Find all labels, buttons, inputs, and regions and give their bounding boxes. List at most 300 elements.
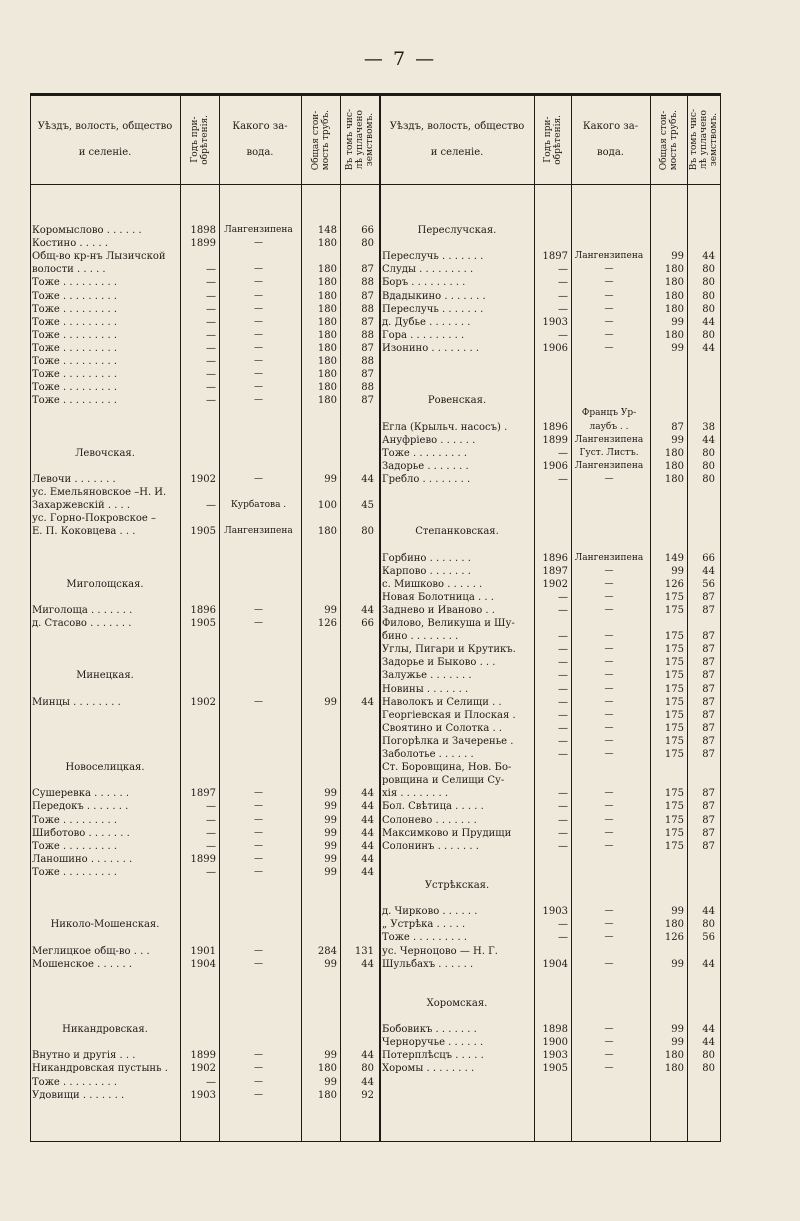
- cell-name: Удовищи . . . . . . .: [32, 1089, 125, 1101]
- cell-factory: —: [604, 696, 614, 707]
- cell-cost: 180: [317, 356, 337, 367]
- table-row: [30, 1049, 721, 1062]
- cell-factory: Густ. Листъ.: [579, 447, 639, 458]
- cell-name: Новины . . . . . . .: [382, 683, 469, 695]
- cell-name: Ланошино . . . . . . .: [32, 853, 133, 865]
- cell-zemstvo: 80: [702, 447, 715, 459]
- cell-year: —: [558, 670, 568, 682]
- cell-name: Тоже . . . . . . . . .: [32, 316, 118, 328]
- table-row: [30, 263, 721, 276]
- cell-factory: —: [604, 814, 614, 825]
- cell-zemstvo: 92: [361, 1089, 374, 1101]
- cell-name: ус. Горно-Покровское –: [32, 513, 156, 525]
- cell-name: Наволокъ и Селищи . .: [382, 696, 502, 708]
- cell-cost: 99: [671, 251, 684, 263]
- cell-zemstvo: 80: [702, 329, 715, 341]
- cell-name: Общ-во кр-нъ Лызичской: [32, 251, 166, 263]
- header-year-left: Годъ при- обрѣтенія.: [189, 115, 210, 165]
- cell-cost: 180: [317, 1089, 337, 1101]
- table-row: [30, 800, 721, 813]
- cell-factory: —: [254, 945, 263, 956]
- table-row: [30, 931, 721, 944]
- cell-year: —: [558, 749, 568, 760]
- cell-name: с. Мишково . . . . . .: [382, 578, 483, 590]
- cell-factory: —: [254, 958, 263, 969]
- cell-zemstvo: 44: [361, 958, 374, 970]
- cell-name: Тоже . . . . . . . . .: [32, 329, 118, 341]
- cell-zemstvo: 44: [361, 853, 374, 865]
- cell-factory: —: [254, 316, 263, 327]
- cell-name: Шульбахъ . . . . . .: [382, 958, 474, 970]
- cell-zemstvo: 88: [361, 277, 374, 289]
- section-title: Левочская.: [75, 447, 135, 459]
- cell-name: Е. П. Коковцева . . .: [32, 526, 136, 538]
- cell-cost: 99: [324, 866, 337, 878]
- cell-name: Черноручье . . . . . .: [382, 1037, 484, 1049]
- cell-factory: Курбатова .: [230, 500, 287, 511]
- cell-zemstvo: 38: [702, 421, 715, 433]
- table-row: [30, 224, 721, 237]
- cell-factory: —: [604, 565, 614, 576]
- cell-name: Коромыслово . . . . . .: [32, 225, 142, 236]
- cell-factory: —: [254, 840, 263, 851]
- cell-name: Тоже . . . . . . . . .: [32, 277, 118, 289]
- cell-zemstvo: 56: [702, 932, 715, 944]
- cell-year: 1903: [542, 316, 568, 328]
- cell-factory: —: [254, 1050, 263, 1061]
- cell-year: 1896: [542, 421, 568, 433]
- cell-name: хія . . . . . . . .: [382, 788, 449, 800]
- cell-factory: —: [604, 604, 614, 615]
- cell-year: 1899: [190, 1050, 216, 1062]
- cell-name: Тоже . . . . . . . . .: [32, 840, 118, 852]
- page-number: — 7 —: [363, 48, 437, 70]
- cell-zemstvo: 44: [361, 1050, 374, 1062]
- cell-zemstvo: 80: [361, 526, 374, 538]
- cell-factory: —: [604, 958, 614, 969]
- cell-year: 1905: [542, 1063, 568, 1075]
- cell-name: Георгіевская и Плоская .: [382, 709, 516, 721]
- cell-factory: —: [604, 788, 614, 799]
- cell-year: 1898: [542, 1024, 568, 1036]
- cell-cost: 180: [664, 329, 684, 341]
- cell-year: —: [206, 866, 216, 878]
- cell-cost: 175: [664, 604, 684, 616]
- cell-name: Максимково и Прудищи: [382, 827, 512, 839]
- cell-zemstvo: 88: [361, 329, 374, 341]
- cell-year: 1904: [542, 958, 568, 970]
- table-row: [30, 368, 721, 381]
- cell-zemstvo: 44: [702, 958, 715, 970]
- cell-cost: 175: [664, 644, 684, 656]
- cell-factory: —: [254, 329, 263, 340]
- table-row: [30, 591, 721, 604]
- section-title: Хоромская.: [426, 997, 488, 1009]
- cell-name: Потерплѣсцъ . . . . .: [382, 1050, 484, 1062]
- cell-factory: —: [604, 316, 614, 327]
- cell-year: 1902: [542, 578, 568, 590]
- cell-name: Углы, Пигари и Крутикъ.: [382, 644, 516, 656]
- cell-factory: —: [604, 1063, 614, 1074]
- table-row: [30, 866, 721, 879]
- cell-zemstvo: 87: [702, 814, 715, 826]
- cell-cost: 175: [664, 840, 684, 852]
- cell-factory: —: [254, 342, 263, 353]
- cell-year: 1904: [190, 958, 216, 970]
- cell-zemstvo: 87: [702, 696, 715, 708]
- cell-cost: 175: [664, 683, 684, 695]
- cell-zemstvo: 44: [361, 814, 374, 826]
- cell-name: Тоже . . . . . . . . .: [32, 342, 118, 354]
- cell-name: Внутно и другія . . .: [32, 1050, 136, 1062]
- cell-zemstvo: 80: [702, 303, 715, 315]
- cell-name: д. Дубье . . . . . . .: [382, 316, 471, 328]
- cell-year: —: [558, 709, 568, 721]
- cell-name: Бобовикъ . . . . . . .: [382, 1024, 477, 1036]
- table-row: [30, 853, 721, 866]
- table-row: [30, 840, 721, 853]
- cell-year: 1897: [190, 788, 216, 800]
- table-row: [30, 486, 721, 499]
- cell-cost: 180: [317, 238, 337, 250]
- cell-factory: —: [604, 735, 614, 746]
- table-row: [30, 250, 721, 263]
- cell-year: 1896: [542, 552, 568, 564]
- cell-year: 1903: [542, 906, 568, 918]
- cell-name: Меглицкое общ-во . . .: [32, 945, 150, 957]
- cell-cost: 99: [671, 434, 684, 446]
- cell-year: —: [558, 303, 568, 315]
- cell-name: Никандровская пустынь .: [32, 1063, 168, 1075]
- cell-cost: 99: [324, 814, 337, 826]
- cell-year: —: [558, 919, 568, 931]
- cell-year: —: [558, 696, 568, 708]
- cell-factory: —: [254, 290, 263, 301]
- cell-zemstvo: 44: [361, 788, 374, 800]
- cell-zemstvo: 88: [361, 382, 374, 394]
- cell-zemstvo: 87: [702, 722, 715, 734]
- cell-name: „ Устрѣка . . . . .: [382, 919, 466, 931]
- cell-zemstvo: 87: [361, 290, 374, 302]
- cell-cost: 148: [317, 225, 337, 236]
- cell-factory: Францъ Ур-: [581, 408, 637, 419]
- cell-year: 1902: [190, 1063, 216, 1075]
- table-row: [30, 237, 721, 250]
- cell-cost: 100: [317, 500, 337, 512]
- cell-factory: —: [604, 591, 614, 602]
- cell-zemstvo: 88: [361, 356, 374, 367]
- cell-name: Слуды . . . . . . . . .: [382, 264, 474, 276]
- cell-year: —: [206, 264, 216, 276]
- cell-cost: 175: [664, 591, 684, 603]
- cell-zemstvo: 131: [354, 945, 374, 957]
- cell-year: —: [206, 395, 216, 407]
- table-row: [30, 552, 721, 565]
- cell-cost: 99: [671, 1024, 684, 1036]
- cell-cost: 175: [664, 788, 684, 800]
- cell-year: 1905: [190, 526, 216, 538]
- cell-cost: 99: [324, 827, 337, 839]
- table-row: [30, 276, 721, 289]
- cell-factory: —: [254, 814, 263, 825]
- cell-year: —: [558, 657, 568, 669]
- cell-name: Передокъ . . . . . . .: [32, 801, 129, 813]
- cell-zemstvo: 44: [702, 1024, 715, 1036]
- table-row: [30, 971, 721, 984]
- cell-year: —: [206, 827, 216, 839]
- cell-zemstvo: 44: [361, 604, 374, 616]
- cell-factory: —: [604, 342, 614, 353]
- cell-name: Карпово . . . . . . .: [382, 565, 471, 577]
- cell-year: —: [206, 840, 216, 852]
- cell-factory: —: [254, 303, 263, 314]
- cell-cost: 175: [664, 801, 684, 813]
- cell-year: —: [558, 329, 568, 341]
- cell-zemstvo: 44: [702, 1037, 715, 1049]
- cell-name: Переслучь . . . . . . .: [382, 251, 484, 263]
- cell-factory: —: [254, 788, 263, 799]
- table-row: [30, 722, 721, 735]
- cell-factory: Лангензипена: [224, 526, 293, 537]
- cell-cost: 126: [664, 578, 684, 590]
- cell-year: 1899: [542, 434, 568, 446]
- table-row: [30, 290, 721, 303]
- table-row: [30, 329, 721, 342]
- cell-zemstvo: 80: [702, 1050, 715, 1062]
- cell-name: Минцы . . . . . . . .: [32, 696, 121, 708]
- cell-factory: —: [604, 919, 614, 930]
- cell-year: —: [206, 316, 216, 328]
- cell-year: 1902: [190, 473, 216, 485]
- cell-factory: Лангензипена: [574, 552, 644, 563]
- table-row: [30, 643, 721, 656]
- table-row: [30, 1036, 721, 1049]
- table-row: [30, 997, 721, 1010]
- cell-cost: 180: [317, 395, 337, 407]
- cell-year: 1897: [542, 565, 568, 577]
- table-row: [30, 565, 721, 578]
- cell-factory: —: [254, 473, 263, 484]
- cell-factory: —: [604, 683, 614, 694]
- cell-factory: —: [254, 277, 263, 288]
- cell-year: —: [206, 356, 216, 367]
- table-row: [30, 827, 721, 840]
- cell-cost: 175: [664, 709, 684, 721]
- cell-factory: —: [604, 827, 614, 838]
- cell-cost: 99: [324, 840, 337, 852]
- section-title: Николо-Мошенская.: [50, 919, 160, 931]
- cell-year: 1899: [190, 238, 216, 250]
- cell-zemstvo: 87: [361, 395, 374, 407]
- table-row: [30, 918, 721, 931]
- cell-year: —: [206, 290, 216, 302]
- cell-cost: 175: [664, 722, 684, 734]
- cell-zemstvo: 87: [702, 604, 715, 616]
- table-row: [30, 434, 721, 447]
- cell-factory: —: [254, 801, 263, 812]
- table-row: [30, 538, 721, 551]
- section-title: Новоселицкая.: [65, 762, 145, 774]
- cell-year: 1906: [542, 342, 568, 354]
- cell-zemstvo: 87: [361, 264, 374, 276]
- cell-year: 1905: [190, 618, 216, 629]
- cell-factory: Лангензипена: [574, 434, 644, 445]
- cell-factory: —: [604, 709, 614, 720]
- table-row: [30, 604, 721, 617]
- cell-cost: 180: [664, 473, 684, 485]
- cell-factory: —: [254, 1089, 263, 1100]
- header-zemstvo-left: Въ томъ чис- лѣ уплачено земствомъ.: [344, 109, 375, 171]
- cell-cost: 175: [664, 670, 684, 682]
- cell-year: —: [206, 277, 216, 289]
- cell-name: Шиботово . . . . . . .: [32, 827, 130, 839]
- cell-name: Вдадыкино . . . . . . .: [382, 290, 486, 302]
- cell-name: Задорье и Быково . . .: [382, 657, 496, 669]
- cell-cost: 180: [317, 526, 337, 538]
- cell-year: —: [558, 932, 568, 944]
- cell-year: —: [206, 303, 216, 315]
- cell-cost: 99: [671, 342, 684, 354]
- cell-cost: 180: [664, 1063, 684, 1075]
- cell-zemstvo: 87: [702, 840, 715, 852]
- cell-name: д. Стасово . . . . . . .: [32, 618, 132, 629]
- cell-factory: —: [604, 277, 614, 288]
- cell-name: Захаржевскій . . . .: [32, 500, 131, 512]
- cell-year: 1898: [190, 225, 216, 236]
- table-row: [30, 1010, 721, 1023]
- cell-name: Филово, Великуша и Шу-: [382, 618, 515, 629]
- cell-zemstvo: 66: [361, 225, 374, 236]
- cell-name: Переслучь . . . . . . .: [382, 303, 484, 315]
- table-row: [30, 381, 721, 394]
- cell-zemstvo: 87: [702, 591, 715, 603]
- cell-year: 1899: [190, 853, 216, 865]
- cell-factory: —: [254, 853, 263, 864]
- cell-name: Новая Болотница . . .: [382, 591, 494, 603]
- cell-zemstvo: 87: [702, 631, 715, 643]
- cell-cost: 87: [671, 421, 684, 433]
- cell-factory: —: [254, 696, 263, 707]
- section-title: Никандровская.: [62, 1024, 148, 1036]
- cell-zemstvo: 44: [702, 342, 715, 354]
- cell-zemstvo: 87: [361, 316, 374, 328]
- cell-cost: 180: [317, 264, 337, 276]
- cell-cost: 180: [317, 316, 337, 328]
- cell-cost: 99: [671, 1037, 684, 1049]
- table-row: [30, 460, 721, 473]
- cell-year: —: [558, 735, 568, 747]
- cell-zemstvo: 44: [361, 1076, 374, 1088]
- table-row: [30, 709, 721, 722]
- cell-cost: 180: [664, 290, 684, 302]
- cell-zemstvo: 44: [702, 316, 715, 328]
- cell-zemstvo: 44: [361, 473, 374, 485]
- table-row: [30, 905, 721, 918]
- cell-year: —: [558, 683, 568, 695]
- cell-year: —: [558, 604, 568, 616]
- cell-zemstvo: 80: [702, 1063, 715, 1075]
- header-cost-left: Общая стои- мость трубъ.: [310, 109, 331, 171]
- cell-factory: —: [254, 382, 263, 393]
- cell-zemstvo: 87: [702, 683, 715, 695]
- cell-year: —: [558, 591, 568, 603]
- cell-cost: 180: [664, 277, 684, 289]
- table-row: [30, 512, 721, 525]
- header-name-left: Уѣздъ, волость, общество и селеніе.: [37, 121, 173, 158]
- cell-cost: 175: [664, 696, 684, 708]
- table-row: [30, 1023, 721, 1036]
- cell-name: Заднево и Иваново . .: [382, 604, 495, 616]
- cell-zemstvo: 66: [361, 618, 374, 629]
- cell-year: —: [206, 801, 216, 813]
- cell-name: Костино . . . . .: [32, 238, 109, 250]
- cell-zemstvo: 44: [361, 801, 374, 813]
- cell-factory: —: [604, 303, 614, 314]
- cell-name: Залужье . . . . . . .: [382, 670, 472, 682]
- cell-cost: 99: [671, 906, 684, 918]
- table-row: [30, 787, 721, 800]
- cell-cost: 180: [664, 919, 684, 931]
- cell-name: Ануфріево . . . . . .: [382, 434, 476, 446]
- cell-cost: 99: [671, 958, 684, 970]
- table-row: [30, 879, 721, 892]
- cell-factory: —: [604, 578, 614, 589]
- cell-factory: —: [604, 473, 614, 484]
- cell-cost: 126: [317, 618, 337, 629]
- cell-name: Тоже . . . . . . . . .: [32, 290, 118, 302]
- cell-factory: —: [254, 618, 263, 628]
- cell-year: —: [558, 473, 568, 485]
- cell-cost: 175: [664, 827, 684, 839]
- cell-cost: 99: [671, 565, 684, 577]
- table-row: [30, 748, 721, 761]
- cell-year: —: [558, 788, 568, 800]
- cell-factory: Лангензипена: [574, 251, 644, 262]
- cell-cost: 180: [317, 382, 337, 394]
- cell-year: —: [558, 644, 568, 656]
- cell-zemstvo: 45: [361, 500, 374, 512]
- cell-year: —: [558, 447, 568, 459]
- table-row: [30, 1076, 721, 1089]
- header-year-right: Годъ при- обрѣтенія.: [542, 115, 563, 165]
- cell-cost: 180: [664, 264, 684, 276]
- cell-zemstvo: 44: [702, 906, 715, 918]
- cell-cost: 180: [317, 369, 337, 381]
- cell-year: —: [206, 369, 216, 381]
- table-row: [30, 735, 721, 748]
- cell-name: Миголоща . . . . . . .: [32, 604, 133, 616]
- cell-factory: —: [604, 657, 614, 668]
- header-name-right: Уѣздъ, волость, общество и селеніе.: [389, 121, 525, 158]
- cell-zemstvo: 87: [702, 749, 715, 760]
- cell-name: Тоже . . . . . . . . .: [32, 382, 118, 394]
- cell-name: Погорѣлка и Зачеренье .: [382, 735, 514, 747]
- table-row: [30, 945, 721, 958]
- cell-factory: —: [254, 1076, 263, 1087]
- cell-cost: 180: [664, 303, 684, 315]
- cell-year: —: [558, 290, 568, 302]
- cell-year: —: [206, 500, 216, 512]
- table-row: [30, 407, 721, 420]
- cell-cost: 180: [317, 290, 337, 302]
- cell-cost: 175: [664, 657, 684, 669]
- cell-zemstvo: 80: [702, 919, 715, 931]
- cell-cost: 284: [317, 945, 337, 957]
- cell-name: ус. Черноцово — Н. Г.: [382, 945, 498, 957]
- section-title: Миголощская.: [66, 578, 144, 590]
- table-row: [30, 958, 721, 971]
- cell-year: 1906: [542, 460, 568, 472]
